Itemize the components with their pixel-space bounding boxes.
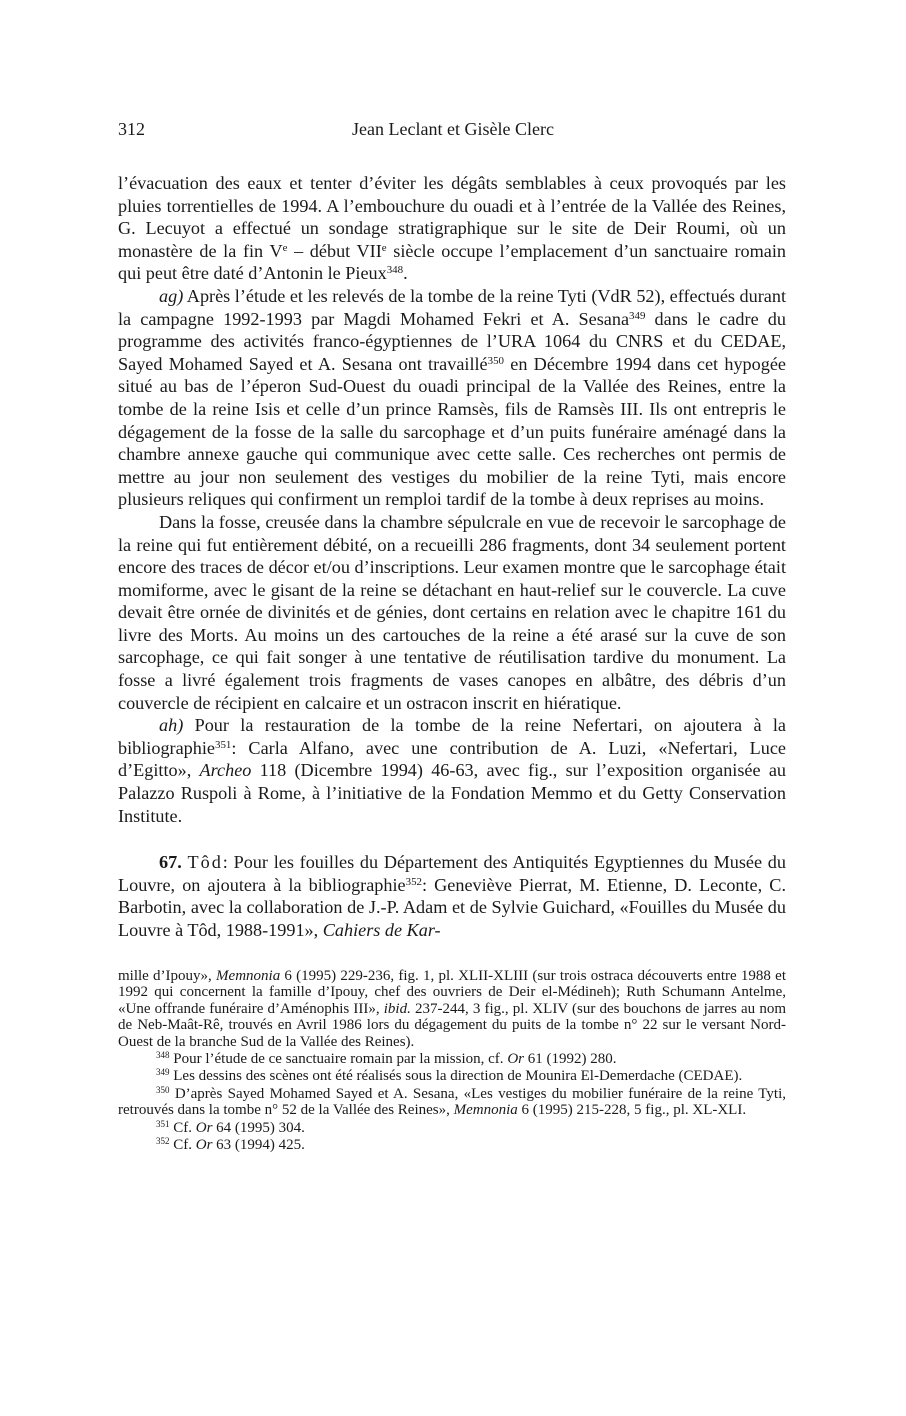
text-span: 237-244, 3 fig., pl. XLIV (sur des bouchons de jarres au nom de Neb-Maât-Rê, trouvés en Avril 1986 lors du dégagement du puits de la tombe n° 22 sur le versant Nord-Ouest de la branche Sud de la Vallée des Reines). <box>118 1000 786 1050</box>
main-text <box>118 172 786 942</box>
paragraph-67-tod <box>118 851 786 941</box>
site-name: Tôd <box>187 852 223 873</box>
text-span: Cf. <box>169 1137 196 1154</box>
footnote-continuation <box>118 968 786 1050</box>
footnote-ref-350[interactable]: 350 <box>487 354 504 367</box>
text-span: mille d’Ipouy», <box>118 968 217 984</box>
superscript: e <box>381 241 387 254</box>
footnote-ref-349[interactable]: 349 <box>629 309 646 322</box>
footnote-349 <box>118 1068 786 1084</box>
journal-title: Memnonia <box>216 968 281 984</box>
text-span: 64 (1995) 304. <box>212 1119 305 1136</box>
paragraph-ag-tyti <box>118 285 786 511</box>
text-span: : Carla Alfano, avec une contribution de A. Luzi, «Nefertari, Luce d’Egitto», <box>118 737 786 781</box>
journal-title: Or <box>507 1051 524 1068</box>
text-span: 118 (Dicembre 1994) 46-63, avec fig., sur l’exposition organisée au Palazzo Ruspoli à Rome, à l’initiative de la Fondation Memmo et du Getty Conservation Institute. <box>118 760 786 826</box>
paragraph-ah-nefertari <box>118 714 786 827</box>
section-label-ah: ah) <box>159 715 184 736</box>
text-span: Pour l’étude de ce sanctuaire romain par la mission, cf. <box>169 1051 508 1068</box>
section-label-ag: ag) <box>159 285 184 306</box>
text-span: siècle occupe l’emplacement d’un sanctuaire romain qui peut être daté d’Antonin le Pieux <box>118 240 786 284</box>
text-span: Après l’étude et les relevés de la tombe de la reine Tyti (VdR 52), effectués durant la campagne 1992-1993 par Magdi Mohamed Fekri et A. Sesana <box>118 285 786 329</box>
journal-title: Or <box>195 1137 213 1154</box>
footnote-348 <box>118 1051 786 1067</box>
text-span: 61 (1992) 280. <box>523 1051 617 1068</box>
text-span: l’évacuation des eaux et tenter d’éviter les dégâts semblables à ceux provoqués par les pluies torrentielles de 1994. A l’embouchure du ouadi et à l’entrée de la Vallée des Reines, G. Lecuyot a effectué un sondage stratigraphique sur le site de Deir Roumi, où un monastère de la fin V <box>118 173 786 261</box>
text-span: dans le cadre du programme des activités franco-égyptiennes de l’URA 1064 du CNRS et du CEDAE, Sayed Mohamed Sayed et A. Sesana ont travaillé <box>118 308 786 374</box>
footnote-ref-352[interactable]: 352 <box>405 875 422 888</box>
text-span: 63 (1994) 425. <box>212 1137 305 1154</box>
text-span: : Pour les fouilles du Département des Antiquités Egyptiennes du Musée du Louvre, on ajoutera à la bibliographie <box>118 852 786 895</box>
superscript: e <box>282 241 288 254</box>
text-span: en Décembre 1994 dans cet hypogée situé au bas de l’éperon Sud-Ouest du ouadi principal de la Vallée des Reines, entre la tombe de la reine Isis et celle d’un prince Ramsès, fils de Ramsès III. Ils ont entrepris le dégagement de la fosse de la salle du sarcophage et d’un puits funéraire aménagé dans la chambre annexe gauche qui communique avec cette salle. Ces recherches ont permis de mettre au jour non seulement des vestiges du mobilier de la reine Tyti, mais encore plusieurs reliques qui confirment un remploi tardif de la tombe à deux reprises au moins. <box>118 353 786 510</box>
footnote-number: 349 <box>156 1067 170 1078</box>
running-head: Jean Leclant et Gisèle Clerc <box>352 119 554 139</box>
text-span: Cf. <box>169 1119 196 1136</box>
text-span: Les dessins des scènes ont été réalisés sous la direction de Mounira El-Demerdache (CEDAE). <box>169 1068 743 1085</box>
paragraph-fosse: Dans la fosse, creusée dans la chambre sépulcrale en vue de recevoir le sarcophage de la reine qui fut entièrement débité, on a recueilli 286 fragments, dont 34 seulement portent encore des traces de décor et/ou d’inscriptions. Leur examen montre que le sarcophage était momiforme, avec le gisant de la reine se détachant en haut-relief sur le couvercle. La cuve devait être ornée de divinités et de génies, dont certains en relation avec le chapitre 161 du livre des Morts. Au moins un des cartouches de la reine a été arasé sur la cuve de son sarcophage, ce qui fait songer à une tentative de réutilisation tardive du monument. La fosse a livré également trois fragments de vases canopes en albâtre, des débris d’un couvercle de récipient en calcaire et un ostracon inscrit en hiératique. <box>118 511 786 713</box>
footnote-number: 351 <box>156 1118 170 1129</box>
text-span: 6 (1995) 229-236, fig. 1, pl. XLII-XLIII (sur trois ostraca découverts entre 1988 et 1992 qui concernent la famille d’Ipouy, chef des ouvriers de Deir el-Médineh); Ruth Schumann Antelme, «Une offrande funéraire d’Aménophis III», <box>118 968 786 1017</box>
journal-title: Cahiers de Kar- <box>322 920 441 940</box>
text-span: . <box>403 263 408 284</box>
paragraph-deir-roumi <box>118 172 786 285</box>
text-span: 6 (1995) 215-228, 5 fig., pl. XL-XLI. <box>517 1102 747 1119</box>
journal-title: Memnonia <box>453 1102 518 1119</box>
footnote-351 <box>118 1120 786 1136</box>
footnote-350 <box>118 1086 786 1119</box>
footnote-number: 350 <box>156 1084 170 1095</box>
footnote-number: 352 <box>156 1136 170 1147</box>
footnote-number: 348 <box>156 1050 170 1061</box>
footnote-ref-348[interactable]: 348 <box>386 264 404 277</box>
text-span: D’après Sayed Mohamed Sayed et A. Sesana, «Les vestiges du mobilier funéraire de la reine Tyti, retrouvés dans la tombe n° 52 de la Vallée des Reines», <box>118 1085 786 1119</box>
text-span: Pour la restauration de la tombe de la reine Nefertari, on ajoutera à la bibliographie <box>118 715 786 758</box>
footnotes <box>118 968 786 1153</box>
text-span: : Geneviève Pierrat, M. Etienne, D. Leconte, C. Barbotin, avec la collaboration de J.-P. Adam et de Sylvie Guichard, «Fouilles du Musée du Louvre à Tôd, 1988-1991», <box>118 874 786 940</box>
journal-title: ibid. <box>383 1000 411 1017</box>
footnote-352 <box>118 1137 786 1153</box>
journal-title: Or <box>195 1119 213 1136</box>
page-number: 312 <box>118 119 145 139</box>
journal-title: Archeo <box>199 760 252 781</box>
section-number: 67. <box>159 852 182 873</box>
footnote-ref-351[interactable]: 351 <box>214 738 232 751</box>
text-span: – début VII <box>287 240 382 261</box>
